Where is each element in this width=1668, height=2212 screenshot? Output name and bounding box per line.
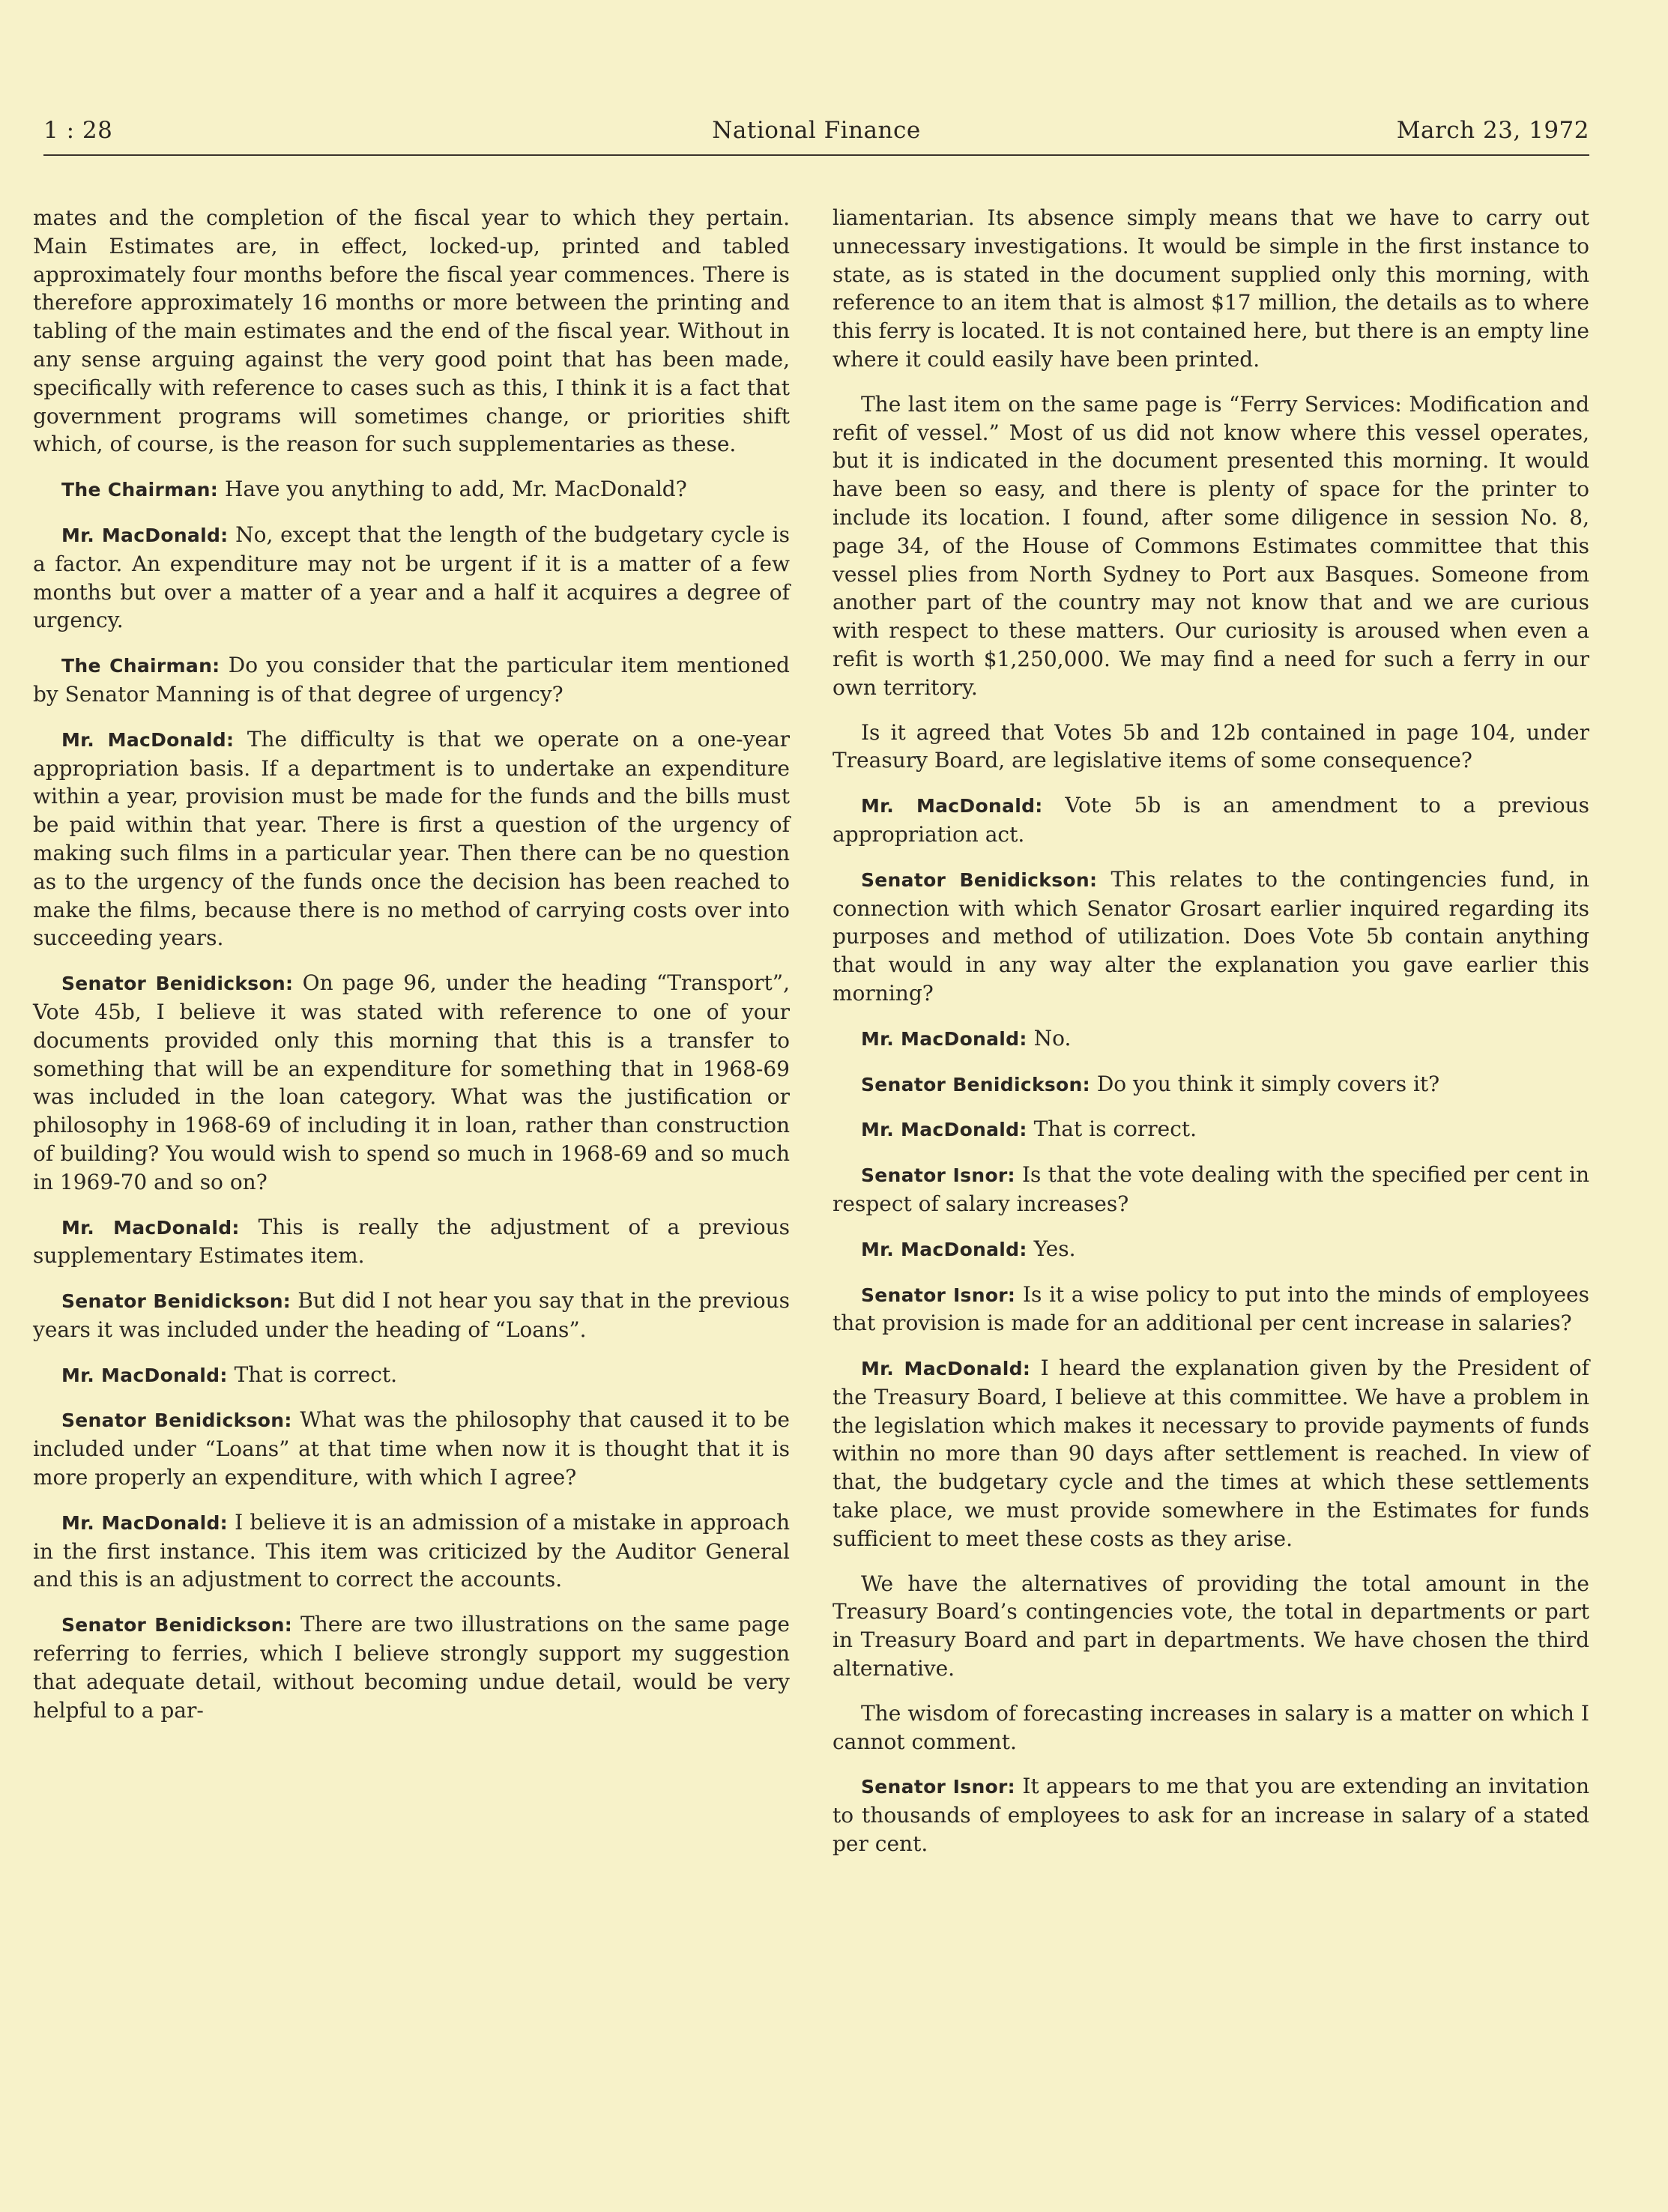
speaker-name: Senator Benidickson: [61, 1409, 292, 1432]
paragraph [833, 204, 1589, 374]
paragraph-text: I believe it is an admission of a mistake in approach in the first instance. This item was criticized by the Auditor General and this is an adjustment to correct the accounts. [33, 1509, 790, 1592]
paragraph-text: liamentarian. Its absence simply means that we have to carry out unnecessary investigations. It would be simple in the first instance to state, as is stated in the document supplied only this morning, with reference to an item that is almost $17 million, the details as to where this ferry is located. It is not contained here, but there is an empty line where it could easily have been printed. [833, 205, 1589, 372]
paragraph-text: We have the alternatives of providing the total amount in the Treasury Board’s contingencies vote, the total in departments or part in Treasury Board and part in departments. We have chosen the third alternative. [833, 1571, 1589, 1681]
paragraph [33, 521, 790, 635]
paragraph [833, 1070, 1589, 1099]
paragraph [833, 1235, 1589, 1264]
paragraph [833, 1354, 1589, 1553]
speaker-name: Mr. MacDonald: [861, 1358, 1031, 1380]
paragraph [33, 1287, 790, 1344]
paragraph-text: No. [1033, 1025, 1072, 1051]
speaker-name: Senator Isnor: [861, 1776, 1015, 1798]
speaker-name: Mr. MacDonald: [61, 728, 235, 751]
speaker-name: Senator Isnor: [861, 1164, 1015, 1187]
speaker-name: Senator Benidickson: [861, 868, 1098, 891]
paragraph-text: There are two illustrations on the same page referring to ferries, which I believe strongly support my suggestion that adequate detail, without becoming undue detail, would be very helpful to a par- [33, 1612, 790, 1723]
speaker-name: Mr. MacDonald: [61, 1511, 228, 1534]
speaker-name: Mr. MacDonald: [861, 1119, 1027, 1141]
paragraph-text: Is that the vote dealing with the specified per cent in respect of salary increases? [833, 1162, 1589, 1216]
paragraph [33, 725, 790, 952]
paragraph [33, 1610, 790, 1724]
right-column [833, 204, 1589, 1875]
speaker-name: Senator Benidickson: [861, 1073, 1090, 1096]
paragraph-text: That is correct. [1033, 1116, 1197, 1142]
paragraph-text: The last item on the same page is “Ferry Services: Modification and refit of vessel.” Most of us did not know where this vessel operates, but it is indicated in the document presented this morning. It would have been so easy, and there is plenty of space for the printer to include its location. I found, after some diligence in session No. 8, page 34, of the House of Commons Estimates committee that this vessel plies from North Sydney to Port aux Basques. Someone from another part of the country may not know that and we are curious with respect to these matters. Our curiosity is aroused when even a refit is worth $1,250,000. We may find a need for such a ferry in our own territory. [833, 391, 1589, 700]
paragraph [833, 719, 1589, 776]
paragraph-text: On page 96, under the heading “Transport”, Vote 45b, I believe it was stated with reference to one of your documents provided only this morning that this is a transfer to something that will be an expenditure for something that in 1968-69 was included in the loan category. What was the justification or philosophy in 1968-69 of including it in loan, rather than construction of building? You would wish to spend so much in 1968-69 and so much in 1969-70 and so on? [33, 970, 790, 1194]
paragraph [833, 865, 1589, 1008]
paragraph-text: Is it a wise policy to put into the minds of employees that provision is made for an additional per cent increase in salaries? [833, 1281, 1589, 1336]
speaker-name: Mr. MacDonald: [61, 1216, 240, 1239]
speaker-name: Senator Benidickson: [61, 1290, 291, 1313]
paragraph [833, 390, 1589, 702]
paragraph-text: That is correct. [234, 1362, 398, 1387]
paragraph-text: This is really the adjustment of a previous supplementary Estimates item. [33, 1214, 791, 1269]
paragraph-text: What was the philosophy that caused it to be included under “Loans” at that time when now it is thought that it is more properly an expenditure, with which I agree? [33, 1407, 790, 1490]
paragraph [833, 791, 1589, 849]
paragraph-text: Vote 5b is an amendment to a previous appropriation act. [833, 793, 1590, 847]
paragraph [833, 1281, 1589, 1338]
paragraph-text: Yes. [1033, 1236, 1076, 1261]
speaker-name: Mr. MacDonald: [61, 1364, 228, 1386]
paragraph-text: I heard the explanation given by the President of the Treasury Board, I believe at this committee. We have a problem in the legislation which makes it necessary to provide payments of funds within no more than 90 days after settlement is reached. In view of that, the budgetary cycle and the times at which these settlements take place, we must provide somewhere in the Estimates for funds sufficient to meet these costs as they arise. [833, 1356, 1590, 1551]
paragraph-text: mates and the completion of the fiscal year to which they pertain. Main Estimates are, in effect, locked-up, printed and tabled approximately four months before the fiscal year commences. There is therefore approximately 16 months or more between the printing and tabling of the main estimates and the end of the fiscal year. Without in any sense arguing against the very good point that has been made, specifically with reference to cases such as this, I think it is a fact that government programs will sometimes change, or priorities shift which, of course, is the reason for such supplementaries as these. [33, 205, 790, 457]
left-column [33, 204, 790, 1741]
paragraph-text: The wisdom of forecasting increases in salary is a matter on which I cannot comment. [833, 1700, 1589, 1754]
paragraph-text: No, except that the length of the budgetary cycle is a factor. An expenditure may not be urgent if it is a matter of a few months but over a matter of a year and a half it acquires a degree of urgency. [33, 522, 790, 633]
paragraph [33, 475, 790, 504]
paragraph [33, 204, 790, 459]
paragraph-text: But did I not hear you say that in the previous years it was included under the heading of “Loans”. [33, 1288, 790, 1342]
paragraph [33, 1361, 790, 1390]
speaker-name: Mr. MacDonald: [861, 1027, 1027, 1050]
paragraph [833, 1161, 1589, 1218]
paragraph-text: Have you anything to add, Mr. MacDonald? [224, 477, 687, 502]
paragraph [833, 1699, 1589, 1756]
paragraph [833, 1772, 1589, 1858]
paragraph [33, 969, 790, 1196]
paragraph [33, 1508, 790, 1594]
paragraph [833, 1570, 1589, 1683]
paragraph [33, 1406, 790, 1491]
speaker-name: The Chairman: [61, 655, 220, 677]
paragraph-text: It appears to me that you are extending an invitation to thousands of employees to ask for an increase in salary of a stated per cent. [833, 1774, 1589, 1857]
paragraph-text: Do you think it simply covers it? [1096, 1071, 1440, 1096]
paragraph [33, 1213, 790, 1271]
speaker-name: Mr. MacDonald: [861, 795, 1043, 818]
running-header [43, 117, 1589, 156]
speaker-name: Senator Isnor: [861, 1284, 1016, 1306]
paragraph-text: The difficulty is that we operate on a one-year appropriation basis. If a department is to undertake an expenditure within a year, provision must be made for the funds and the bills must be paid within that year. There is first a question of the urgency of making such films in a particular year. Then there can be no question as to the urgency of the funds once the decision has been reached to make the films, because there is no method of carrying costs over into succeeding years. [33, 726, 791, 951]
paragraph-text: This relates to the contingencies fund, in connection with which Senator Grosart earlier inquired regarding its purposes and method of utilization. Does Vote 5b contain anything that would in any way alter the explanation you gave earlier this morning? [833, 866, 1589, 1006]
paragraph-text: Is it agreed that Votes 5b and 12b contained in page 104, under Treasury Board, are legislative items of some consequence? [833, 719, 1589, 773]
speaker-name: The Chairman: [61, 479, 219, 501]
speaker-name: Mr. MacDonald: [61, 524, 229, 546]
paragraph [833, 1024, 1589, 1054]
speaker-name: Senator Benidickson: [61, 1614, 293, 1637]
publication-title: National Finance [712, 117, 921, 144]
publication-date: March 23, 1972 [1396, 117, 1589, 144]
paragraph-text: Do you consider that the particular item mentioned by Senator Manning is of that degree of urgency? [33, 653, 790, 707]
speaker-name: Senator Benidickson: [61, 973, 294, 995]
paragraph [33, 651, 790, 709]
speaker-name: Mr. MacDonald: [861, 1238, 1027, 1260]
paragraph [833, 1115, 1589, 1144]
page-number: 1 : 28 [43, 117, 113, 144]
